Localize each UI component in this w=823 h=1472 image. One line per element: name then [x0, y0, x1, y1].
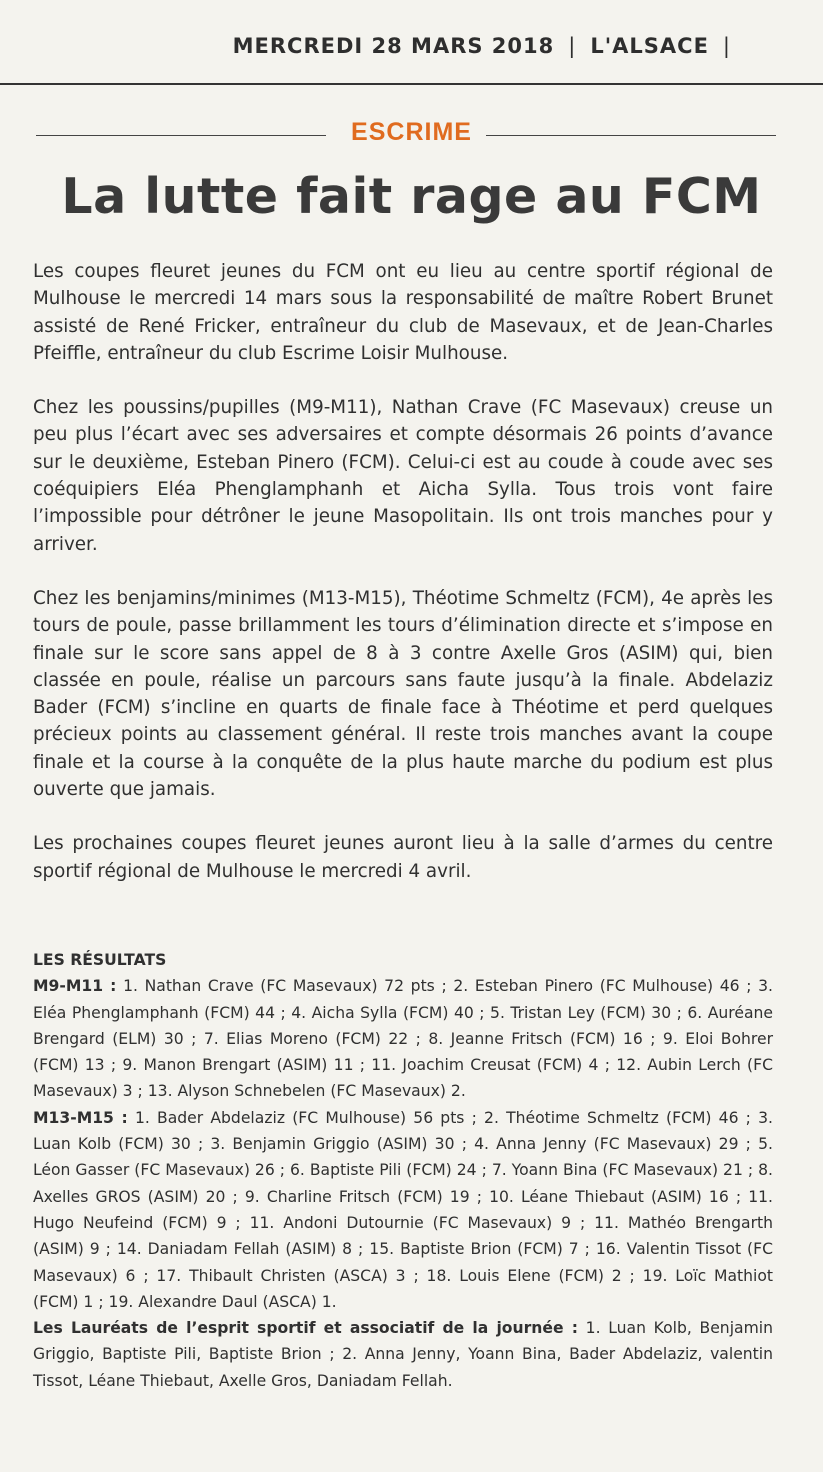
article-paragraph-4: Les prochaines coupes fleuret jeunes auront lieu à la salle d’armes du centre sportif régional de Mulhouse le mercredi 4 avril.: [33, 833, 773, 882]
masthead-separator-end: |: [722, 34, 731, 58]
results-laureates-text: 1. Luan Kolb, Benjamin Griggio, Baptiste Pili, Baptiste Brion ; 2. Anna Jenny, Yoann Bina, Bader Abdelaziz, valentin Tissot, Léane Thiebaut, Axelle Gros, Daniadam Fellah.: [33, 1319, 773, 1390]
article-paragraph-1: Les coupes fleuret jeunes du FCM ont eu lieu au centre sportif régional de Mulhouse le mercredi 14 mars sous la responsabilité de maître Robert Brunet assisté de René Fricker, entraîneur du club de Masevaux, et de Jean-Charles Pfeiffle, entraîneur du club Escrime Loisir Mulhouse.: [33, 261, 773, 364]
article-body: [33, 258, 773, 912]
article-paragraph-3: Chez les benjamins/minimes (M13-M15), Théotime Schmeltz (FCM), 4e après les tours de poule, passe brillamment les tours d’élimination directe et s’impose en finale sur le score sans appel de 8 à 3 contre Axelle Gros (ASIM) qui, bien classée en poule, réalise un parcours sans faute jusqu’à la finale. Abdelaziz Bader (FCM) s’incline en quarts de finale face à Théotime et perd quelques précieux points au classement général. Il reste trois manches avant la coupe finale et la course à la conquête de la plus haute marche du podium est plus ouverte que jamais.: [33, 587, 773, 801]
results-m9-text: 1. Nathan Crave (FC Masevaux) 72 pts ; 2. Esteban Pinero (FC Mulhouse) 46 ; 3. Eléa Phenglamphanh (FCM) 44 ; 4. Aicha Sylla (FCM) 40 ; 5. Tristan Ley (FCM) 30 ; 6. Auréane Brengard (ELM) 30 ; 7. Elias Moreno (FCM) 22 ; 8. Jeanne Fritsch (FCM) 16 ; 9. Eloi Bohrer (FCM) 13 ; 9. Manon Brengart (ASIM) 11 ; 11. Joachim Creusat (FCM) 4 ; 12. Aubin Lerch (FC Masevaux) 3 ; 13. Alyson Schnebelen (FC Masevaux) 2.: [33, 977, 773, 1101]
results-m13-m15: [33, 1105, 773, 1315]
masthead-separator: |: [568, 34, 577, 58]
masthead: [233, 34, 745, 58]
results-laureates: [33, 1315, 773, 1394]
article-rubric: ESCRIME: [351, 118, 472, 146]
header-rule: [0, 83, 823, 85]
results-laureates-label: Les Lauréats de l’esprit sportif et associatif de la journée :: [33, 1319, 578, 1338]
masthead-date: MERCREDI 28 MARS 2018: [232, 34, 555, 58]
article-title: La lutte fait rage au FCM: [61, 168, 762, 225]
results-m13-label: M13-M15 :: [33, 1108, 128, 1127]
article-paragraph-2: Chez les poussins/pupilles (M9-M11), Nathan Crave (FC Masevaux) creuse un peu plus l’écart avec ses adversaires et compte désormais 26 points d’avance sur le deuxième, Esteban Pinero (FCM). Celui-ci est au coude à coude avec ses coéquipiers Eléa Phenglamphanh et Aicha Sylla. Tous trois vont faire l’impossible pour détrôner le jeune Masopolitain. Ils ont trois manches pour y arriver.: [33, 397, 773, 555]
results-m9-m11: [33, 973, 773, 1104]
results-section: [33, 947, 773, 1394]
results-m13-text: 1. Bader Abdelaziz (FC Mulhouse) 56 pts ; 2. Théotime Schmeltz (FCM) 46 ; 3. Luan Kolb (FCM) 30 ; 3. Benjamin Griggio (ASIM) 30 ; 4. Anna Jenny (FC Masevaux) 29 ; 5. Léon Gasser (FC Masevaux) 26 ; 6. Baptiste Pili (FCM) 24 ; 7. Yoann Bina (FC Masevaux) 21 ; 8. Axelles GROS (ASIM) 20 ; 9. Charline Fritsch (FCM) 19 ; 10. Léane Thiebaut (ASIM) 16 ; 11. Hugo Neufeind (FCM) 9 ; 11. Andoni Dutournie (FC Masevaux) 9 ; 11. Mathéo Brengarth (ASIM) 9 ; 14. Daniadam Fellah (ASIM) 8 ; 15. Baptiste Brion (FCM) 7 ; 16. Valentin Tissot (FC Masevaux) 6 ; 17. Thibault Christen (ASCA) 3 ; 18. Louis Elene (FCM) 2 ; 19. Loïc Mathiot (FCM) 1 ; 19. Alexandre Daul (ASCA) 1.: [33, 1108, 773, 1311]
results-heading: LES RÉSULTATS: [33, 951, 167, 969]
masthead-newspaper: L'ALSACE: [590, 34, 709, 58]
results-m9-label: M9-M11 :: [33, 977, 117, 996]
